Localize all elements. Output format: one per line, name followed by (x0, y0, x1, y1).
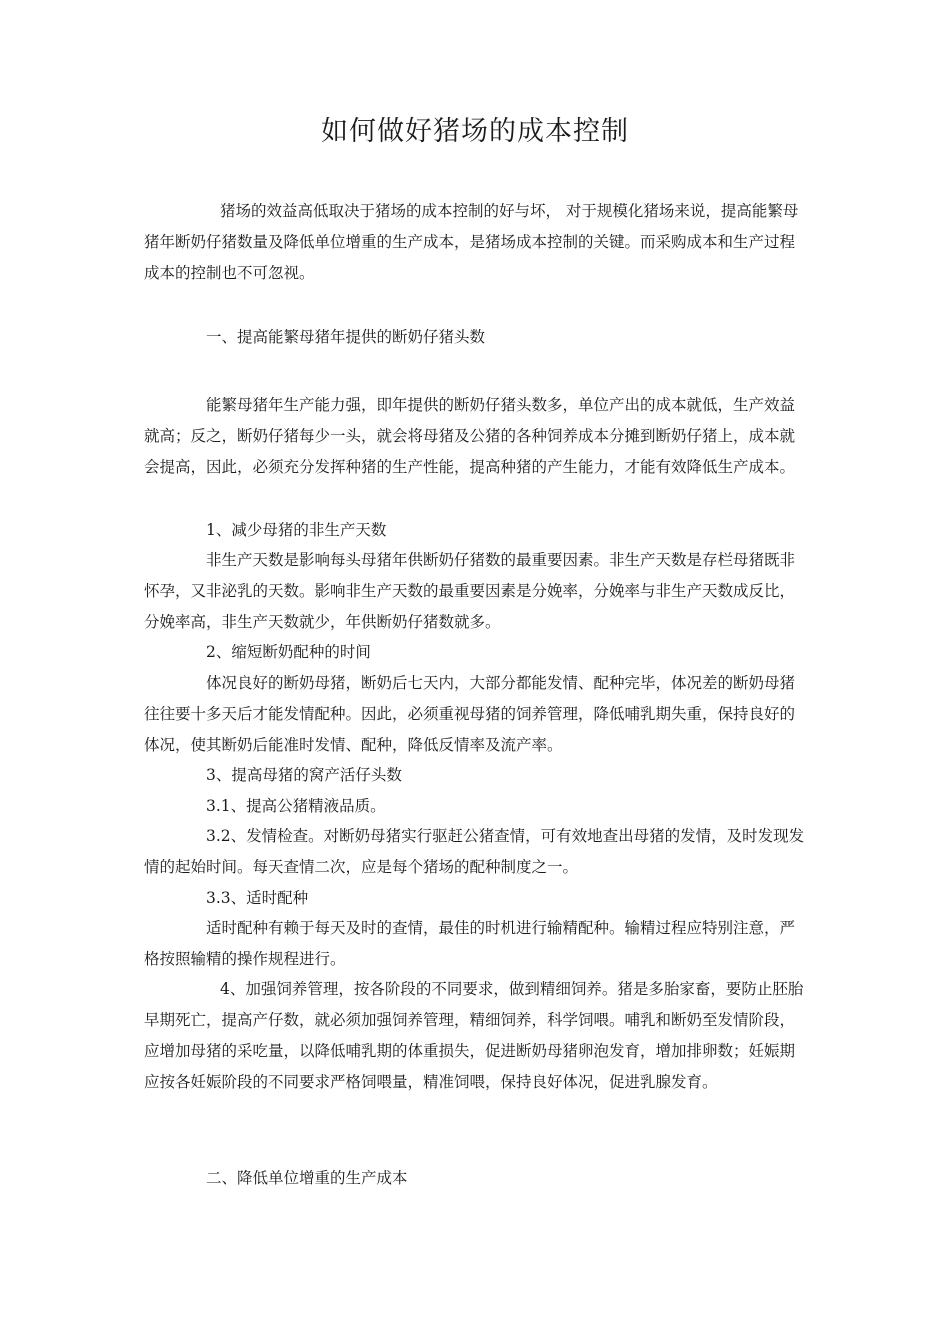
item-4-paragraph: 4、加强饲养管理，按各阶段的不同要求，做到精细饲养。猪是多胎家畜，要防止胚胎早期死亡，提高产仔数，就必须加强饲养管理，精细饲养，科学饲喂。哺乳和断奶至发情阶段，应增加母猪的采吃量，以降低哺乳期的体重损失，促进断奶母猪卵泡发育，增加排卵数；妊娠期应按各妊娠阶段的不同要求严格饲喂量，精准饲喂，保持良好体况，促进乳腺发育。 (144, 980, 804, 1091)
item-3-3-heading: 3.3、适时配种 (206, 889, 309, 907)
item-3-3-body: 适时配种有赖于每天及时的查情，最佳的时机进行输精配种。输精过程应特别注意，严格按照输精的操作规程进行。 (144, 919, 796, 968)
item-3-heading: 3、提高母猪的窝产活仔头数 (206, 766, 402, 784)
item-2-body: 体况良好的断奶母猪，断奶后七天内，大部分都能发情、配种完毕，体况差的断奶母猪往往要十多天后才能发情配种。因此，必须重视母猪的饲养管理，降低哺乳期失重，保持良好的体况，使其断奶后能准时发情、配种，降低反情率及流产率。 (144, 674, 796, 754)
page-title: 如何做好猪场的成本控制 (321, 116, 629, 147)
section-1-heading: 一、提高能繁母猪年提供的断奶仔猪头数 (206, 328, 486, 346)
item-1-heading: 1、减少母猪的非生产天数 (206, 521, 387, 539)
item-3-2: 3.2、发情检查。对断奶母猪实行驱赶公猪查情，可有效地查出母猪的发情，及时发现发情的起始时间。每天查情二次，应是每个猪场的配种制度之一。 (144, 827, 805, 876)
section-1-body: 能繁母猪年生产能力强，即年提供的断奶仔猪头数多，单位产出的成本就低，生产效益就高；反之，断奶仔猪每少一头，就会将母猪及公猪的各种饲养成本分摊到断奶仔猪上，成本就会提高，因此，必须充分发挥种猪的生产性能，提高种猪的产生能力，才能有效降低生产成本。 (144, 396, 796, 476)
item-3-1: 3.1、提高公猪精液品质。 (206, 797, 386, 815)
item-2-heading: 2、缩短断奶配种的时间 (206, 643, 371, 661)
item-1-body: 非生产天数是影响每头母猪年供断奶仔猪数的最重要因素。非生产天数是存栏母猪既非怀孕，又非泌乳的天数。影响非生产天数的最重要因素是分娩率，分娩率与非生产天数成反比，分娩率高，非生产天数就少，年供断奶仔猪数就多。 (144, 551, 796, 631)
intro-paragraph: 猪场的效益高低取决于猪场的成本控制的好与坏， 对于规模化猪场来说，提高能繁母猪年断奶仔猪数量及降低单位增重的生产成本，是猪场成本控制的关键。而采购成本和生产过程成本的控制也不可忽视。 (144, 202, 799, 282)
section-2-heading: 二、降低单位增重的生产成本 (206, 1169, 408, 1187)
